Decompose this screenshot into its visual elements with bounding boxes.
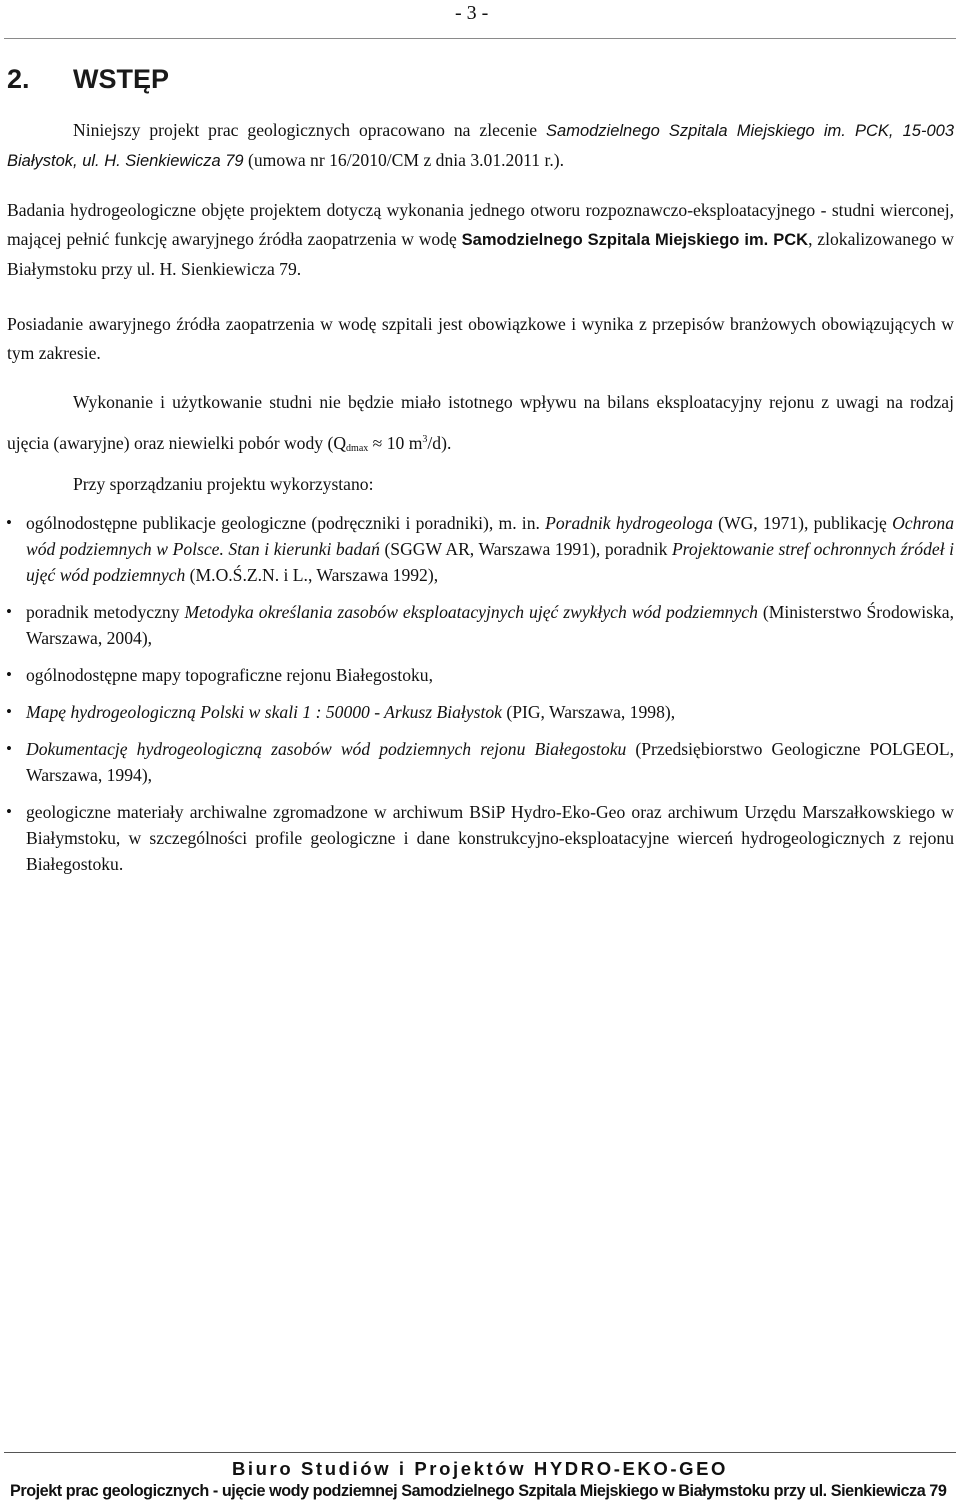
list-item: • ogólnodostępne publikacje geologiczne (podręczniki i poradniki), m. in. Poradnik hydrogeologa (WG, 1971), publikację Ochrona wód podziemnych w Polsce. Stan i kierunki badań (SGGW AR, Warszawa 1991), poradnik Projektowanie stref ochronnych źródeł i ujęć wód podziemnych (M.O.Ś.Z.N. i L., Warszawa 1992),	[6, 510, 954, 588]
section-title: WSTĘP	[73, 64, 170, 94]
paragraph-scope	[7, 196, 954, 284]
page-number: - 3 -	[455, 2, 489, 24]
list-item: • ogólnodostępne mapy topograficzne rejonu Białegostoku,	[6, 662, 954, 688]
list-item: • poradnik metodyczny Metodyka określania zasobów eksploatacyjnych ujęć zwykłych wód podziemnych (Ministerstwo Środowiska, Warszawa, 2004),	[6, 599, 954, 651]
client-name: Samodzielnego Szpitala Miejskiego im. PCK, 15-003 Białystok, ul. H. Sienkiewicza 79	[7, 122, 954, 170]
section-number: 2.	[7, 64, 30, 94]
para2-text: Badania hydrogeologiczne objęte projektem dotyczą wykonania jednego otworu rozpoznawczo-eksploatacyjnego - studni wierconej, mającej pełnić funkcję awaryjnego źródła zaopatrzenia w wodę	[7, 200, 954, 249]
para2-location: , zlokalizowanego w Białymstoku przy ul. H. Sienkiewicza 79.	[7, 229, 954, 279]
paragraph-sources-intro: Przy sporządzaniu projektu wykorzystano:	[73, 474, 374, 494]
bullet-icon: •	[6, 665, 12, 684]
hospital-name: Samodzielnego Szpitala Miejskiego im. PCK	[461, 231, 809, 249]
unit-superscript: 3	[422, 434, 428, 445]
header-rule	[4, 38, 956, 39]
paragraph-obligation: Posiadanie awaryjnego źródła zaopatrzenia w wodę szpitali jest obowiązkowe i wynika z przepisów branżowych obowiązujących w tym zakresie.	[7, 314, 954, 363]
bullet-icon: •	[6, 513, 12, 532]
para1-text: Niniejszy projekt prac geologicznych opracowano na zlecenie	[73, 120, 547, 140]
q-subscript: dmax	[346, 443, 369, 454]
flow-unit: /d).	[427, 433, 452, 453]
sources-list	[6, 510, 954, 888]
bullet-icon: •	[6, 702, 12, 721]
bullet-icon: •	[6, 802, 12, 821]
paragraph-impact	[7, 383, 954, 468]
paragraph-commission	[7, 116, 954, 176]
list-item: • Dokumentację hydrogeologiczną zasobów wód podziemnych rejonu Białegostoku (Przedsiębiorstwo Geologiczne POLGEOL, Warszawa, 1994),	[6, 736, 954, 788]
section-heading	[7, 64, 169, 95]
flow-value: ≈ 10 m	[368, 433, 423, 453]
footer-rule	[4, 1452, 956, 1453]
footer-office-name: Biuro Studiów i Projektów HYDRO-EKO-GEO	[231, 1458, 729, 1479]
list-item: • geologiczne materiały archiwalne zgromadzone w archiwum BSiP Hydro-Eko-Geo oraz archiwum Urzędu Marszałkowskiego w Białymstoku, w szczególności profile geologiczne i dane konstrukcyjno-eksploatacyjne wierceń hydrogeologicznych z rejonu Białegostoku.	[6, 799, 954, 877]
footer-project-title: Projekt prac geologicznych - ujęcie wody podziemnej Samodzielnego Szpitala Miejskiego w Białymstoku przy ul. Sienkiewicza 79	[10, 1482, 947, 1500]
bullet-icon: •	[6, 739, 12, 758]
para4-text: Wykonanie i użytkowanie studni nie będzie miało istotnego wpływu na bilans eksploatacyjny rejonu z uwagi na rodzaj ujęcia (awaryjne) oraz niewielki pobór wody (Q	[7, 392, 954, 453]
list-item: • Mapę hydrogeologiczną Polski w skali 1 : 50000 - Arkusz Białystok (PIG, Warszawa, 1998),	[6, 699, 954, 725]
bullet-icon: •	[6, 602, 12, 621]
contract-ref: (umowa nr 16/2010/CM z dnia 3.01.2011 r.).	[243, 150, 565, 170]
